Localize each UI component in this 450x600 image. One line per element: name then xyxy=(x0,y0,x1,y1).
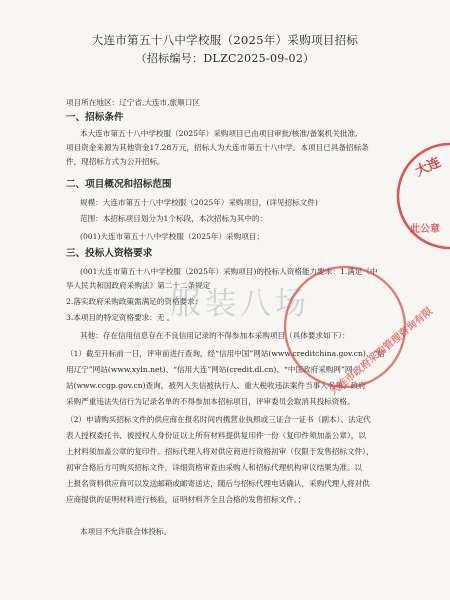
document-title: 大连市第五十八中学校服（2025年）采购项目招标 xyxy=(91,33,359,47)
s2-paragraph-line: 规模：大连市第五十八中学校服（2025年）采购项目，(详见招标文件) xyxy=(80,198,318,207)
s3-paragraph-line: 表人授权委托书、被授权人身份证以上所有材料提供复印件一份（复印件须加盖公章），以 xyxy=(66,431,366,440)
s1-paragraph-line: 项目资金来源为其他资金17.28万元，招标人为大连市第五十八中学。本项目已具备招标条 xyxy=(66,143,369,152)
s3-paragraph-line: （2）申请购买招标文件的供应商在报名时间内携营业执照或三证合一证书（副本）、法定代 xyxy=(66,415,371,424)
seal-stamp-right xyxy=(388,136,450,256)
s3-paragraph-line: （1）截至开标前一日，评审前进行查询，经“信用中国”网站(www.creditchina.gov.cn)、“信 xyxy=(66,349,385,358)
seal-center-text: 大连市政府采购管理咨询有限 xyxy=(328,305,435,398)
s3-paragraph-line: 上材料须加盖公章的复印件。招标代理人将对供应商进行资格初审（仅限于发售招标文件）， xyxy=(66,447,374,456)
s3-paragraph-line: 华人民共和国政府采购法》第二十二条规定 xyxy=(66,281,211,290)
section-2-heading: 二、项目概况和招标范围 xyxy=(66,179,172,190)
s3-paragraph-line: 本项目不允许联合体投标。 xyxy=(80,527,172,536)
s2-paragraph-line: (001)大连市第五十八中学校服（2025年）采购项目； xyxy=(80,232,265,241)
s1-paragraph-line: 本大连市第五十八中学校服（2025年）采购项目已由项目审批/核准/备案机关批准, xyxy=(80,129,358,138)
s3-paragraph-line: 2.落实政府采购政策需满足的资格要求： xyxy=(66,297,203,306)
s3-paragraph-line: 采购严重违法失信行为记录名单的不得参加本招标项目，评审委员会取消其投标资格。 xyxy=(66,397,355,406)
s3-paragraph-line: 3.本项目的特定资格要求：无 。 xyxy=(66,313,175,322)
seal-right-bottom-text: 此公章 xyxy=(410,224,440,235)
s3-paragraph-line: 应商提供的证明材料进行核验，证明材料齐全且合格的发售招标文件。； xyxy=(66,495,306,504)
s3-paragraph-line: 其他：存在信用信息存在不良信用记录的不得参加本采购项目（具体要求如下）： xyxy=(80,331,350,340)
s3-paragraph-line: 初审合格后方可购买招标文件，详细资格审查由采购人和招标代理机构审议结果为准。以 xyxy=(66,463,363,472)
seal-right-text: 大连 xyxy=(413,155,444,180)
s3-paragraph-line: (001大连市第五十八中学校服（2025年）采购项目)的投标人资格能力要求：1.满足《中 xyxy=(80,267,378,276)
seal-stamp-center xyxy=(280,262,435,398)
section-1-heading: 一、招标条件 xyxy=(66,112,124,123)
watermark-text: 服装八场 xyxy=(170,286,310,322)
project-location: 项目所在地区：辽宁省,大连市,旅顺口区 xyxy=(66,98,200,107)
s3-paragraph-line: 上报名资料供应商可以发送邮箱或邮寄送达，随后与招标代理电话确认，采购代理人将对供 xyxy=(66,479,370,488)
s3-paragraph-line: 站(www.ccgp.gov.cn)查询，被列入失信被执行人、重大税收违法案件当事人名单、政府 xyxy=(66,381,366,390)
section-3-heading: 三、投标人资格要求 xyxy=(66,248,153,259)
s2-paragraph-line: 范围：本招标项目划分为1个标段，本次招标为其中的： xyxy=(80,214,268,223)
s3-paragraph-line: 用辽宁”网站(www.xyln.net)、“信用大连”网站(credit.dl.cn)、“中国政府采购网”网 xyxy=(66,365,353,374)
bid-number: （招标编号：DLZC2025-09-02） xyxy=(135,52,315,65)
s1-paragraph-line: 件，现招标方式为公开招标。 xyxy=(66,157,165,166)
